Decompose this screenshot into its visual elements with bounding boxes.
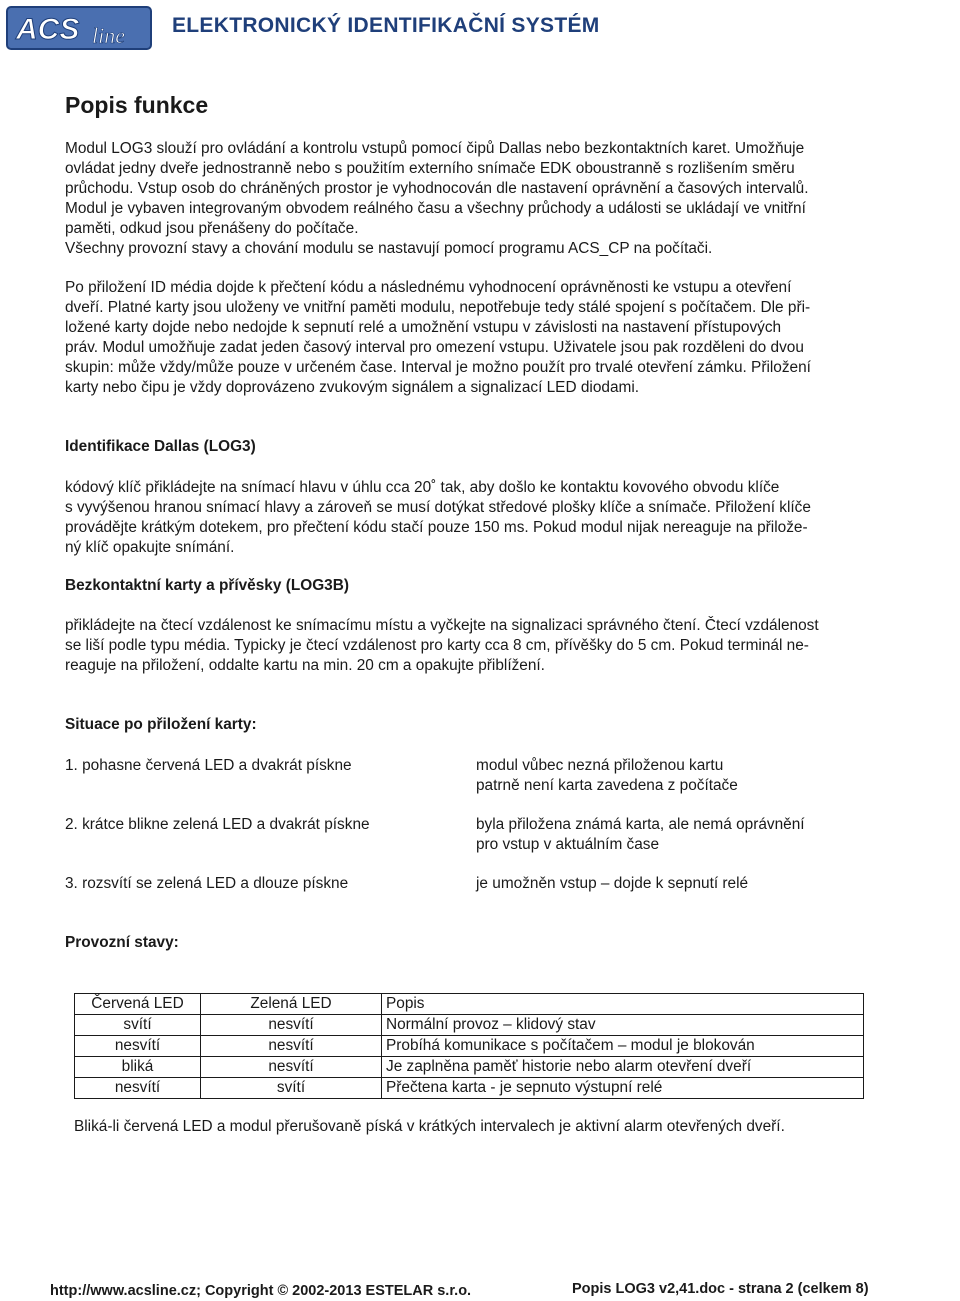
situation-meaning	[476, 874, 748, 894]
text-line: ložené karty dojde nebo nedojde k sepnutí relé a umožnění vstupu v závislosti na nastavení přístupových	[65, 318, 782, 336]
text-line: přikládejte na čtecí vzdálenost ke snímacímu místu a vyčkejte na signalizaci správného čtení. Čtecí vzdálenost	[65, 617, 819, 634]
dallas-paragraph	[65, 478, 897, 558]
states-table	[74, 993, 864, 1099]
alarm-note: Bliká-li červená LED a modul přerušovaně píská v krátkých intervalech je aktivní alarm otevřených dveří.	[74, 1118, 785, 1135]
table-row	[75, 1036, 864, 1057]
acs-line-logo	[6, 6, 152, 50]
text-line: se liší podle typu média. Typicky je čtecí vzdálenost pro karty cca 8 cm, přívěšky do 5 cm. Pokud terminál ne-	[65, 636, 809, 654]
svg-text:ACS: ACS	[16, 13, 80, 46]
svg-text:line: line	[92, 23, 125, 48]
situation-signal: 2. krátce blikne zelená LED a dvakrát pískne	[65, 816, 370, 833]
table-cell: svítí	[75, 1015, 201, 1036]
column-header: Zelená LED	[201, 994, 382, 1015]
table-cell: nesvítí	[201, 1036, 382, 1057]
contactless-heading: Bezkontaktní karty a přívěsky (LOG3B)	[65, 577, 349, 594]
contactless-paragraph	[65, 616, 897, 676]
text-line: je umožněn vstup – dojde k sepnutí relé	[476, 875, 749, 892]
intro-paragraph	[65, 139, 897, 258]
states-heading: Provozní stavy:	[65, 934, 179, 951]
text-line: skupin: může vždy/může pouze v určeném čase. Interval je možno použít pro trvalé otevření zámku. Přiložení	[65, 358, 811, 376]
footer-copyright: http://www.acsline.cz; Copyright © 2002-2013 ESTELAR s.r.o.	[50, 1283, 472, 1299]
text-line: karty nebo čipu je vždy doprovázeno zvukovým signálem a signalizací LED diodami.	[65, 378, 640, 396]
table-cell: nesvítí	[75, 1036, 201, 1057]
text-line: Po přiložení ID média dojde k přečtení kódu a následnému vyhodnocení oprávněnosti ke vstupu a otevření	[65, 279, 792, 296]
text-line: s vyvýšenou hranou snímací hlavy a zároveň se musí dotýkat středové plošky klíče a snímače. Přiložení klíče	[65, 498, 811, 516]
table-cell: svítí	[201, 1078, 382, 1099]
table-cell: Normální provoz – klidový stav	[382, 1015, 864, 1036]
text-line: patrně není karta zavedena z počítače	[476, 777, 738, 794]
table-cell: Je zaplněna paměť historie nebo alarm otevření dveří	[382, 1057, 864, 1078]
situation-meaning	[476, 756, 738, 796]
table-cell: nesvítí	[75, 1078, 201, 1099]
situation-meaning	[476, 815, 805, 855]
table-cell: bliká	[75, 1057, 201, 1078]
dallas-heading: Identifikace Dallas (LOG3)	[65, 438, 256, 455]
text-line: Modul je vybaven integrovaným obvodem reálného času a všechny průchody a události se ukládají ve vnitřní	[65, 199, 806, 217]
table-cell: Probíhá komunikace s počítačem – modul je blokován	[382, 1036, 864, 1057]
column-header: Červená LED	[75, 994, 201, 1015]
text-line: modul vůbec nezná přiloženou kartu	[476, 757, 724, 774]
table-row	[75, 1078, 864, 1099]
text-line: ovládat jedny dveře jednostranně nebo s použitím externího snímače EDK oboustranně s rozlišením směru	[65, 159, 795, 177]
situation-signal: 3. rozsvítí se zelená LED a dlouze pískne	[65, 875, 349, 892]
footer-page-info: Popis LOG3 v2,41.doc - strana 2 (celkem 8)	[572, 1281, 869, 1297]
text-line: průchodu. Vstup osob do chráněných prostor je vyhodnocován dle nastavení oprávnění a časových intervalů.	[65, 179, 809, 197]
situations-heading: Situace po přiložení karty:	[65, 716, 257, 733]
header-title: ELEKTRONICKÝ IDENTIFIKAČNÍ SYSTÉM	[172, 14, 600, 37]
column-header: Popis	[382, 994, 864, 1015]
text-line: ný klíč opakujte snímání.	[65, 538, 235, 556]
table-header-row	[75, 994, 864, 1015]
situation-signal: 1. pohasne červená LED a dvakrát pískne	[65, 757, 352, 774]
text-line: Modul LOG3 slouží pro ovládání a kontrolu vstupů pomocí čipů Dallas nebo bezkontaktních karet. Umožňuje	[65, 140, 805, 157]
text-line: paměti, odkud jsou přenášeny do počítače.	[65, 219, 359, 237]
function-paragraph	[65, 278, 897, 397]
table-cell: Přečtena karta - je sepnuto výstupní relé	[382, 1078, 864, 1099]
text-line: Všechny provozní stavy a chování modulu se nastavují pomocí programu ACS_CP na počítači.	[65, 239, 713, 257]
text-line: kódový klíč přikládejte na snímací hlavu v úhlu cca 20˚ tak, aby došlo ke kontaktu kovového obvodu klíče	[65, 479, 780, 496]
text-line: byla přiložena známá karta, ale nemá oprávnění	[476, 816, 805, 833]
table-cell: nesvítí	[201, 1057, 382, 1078]
table-row	[75, 1015, 864, 1036]
text-line: práv. Modul umožňuje zadat jeden časový interval pro omezení vstupu. Uživatele jsou pak rozděleni do dvou	[65, 338, 804, 356]
text-line: dveří. Platné karty jsou uloženy ve vnitřní paměti modulu, nepotřebuje tedy stálé spojení s počítačem. Dle při-	[65, 298, 811, 316]
text-line: reaguje na přiložení, oddalte kartu na min. 20 cm a opakujte přiblížení.	[65, 656, 545, 674]
text-line: provádějte krátkým dotekem, pro přečtení kódu stačí pouze 150 ms. Pokud modul nijak nereaguje na přilože-	[65, 518, 808, 536]
table-cell: nesvítí	[201, 1015, 382, 1036]
section-title: Popis funkce	[65, 92, 209, 118]
text-line: pro vstup v aktuálním čase	[476, 836, 660, 853]
table-row	[75, 1057, 864, 1078]
